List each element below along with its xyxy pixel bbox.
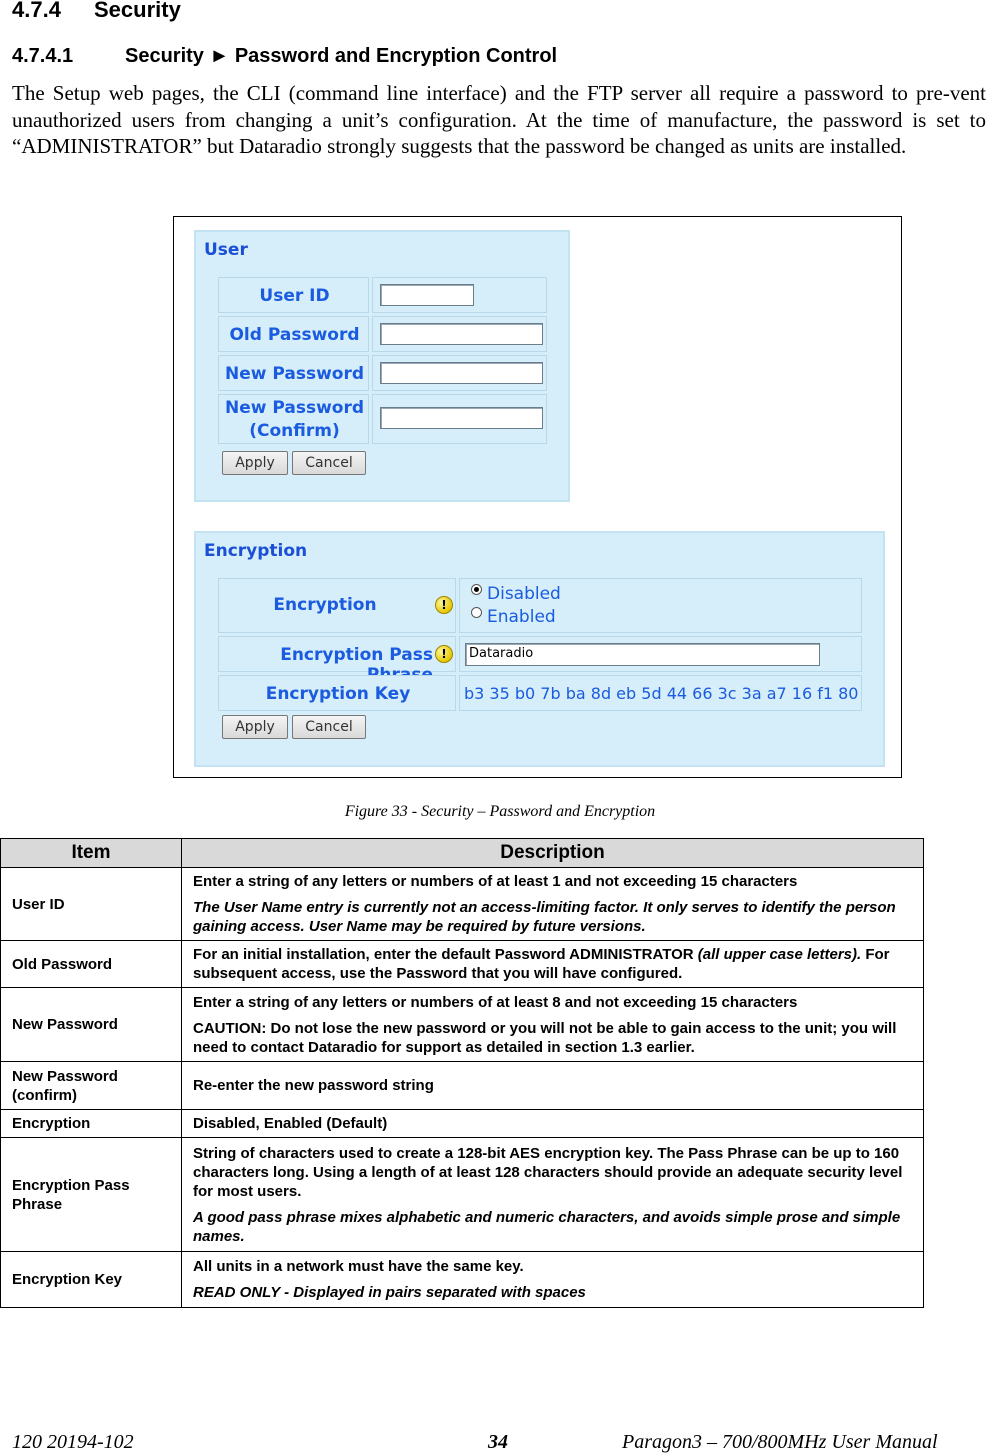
- row-description: [182, 868, 924, 941]
- row-description: [182, 1138, 924, 1252]
- user-panel-title: User: [204, 240, 248, 260]
- user-id-label-cell: [218, 277, 369, 313]
- description-text: String of characters used to create a 128-bit AES encryption key. The Pass Phrase can be up to 160 characters long. Using a length of at least 128 characters should provide an adequate security level for most users.: [193, 1144, 903, 1200]
- subsection-title: Security ► Password and Encryption Control: [125, 45, 558, 67]
- item-header: Item: [1, 839, 182, 868]
- description-note: READ ONLY - Displayed in pairs separated with spaces: [193, 1284, 586, 1301]
- description-part: For subsequent access, use the Password that you will have configured.: [193, 946, 890, 982]
- user-id-input-cell: [372, 277, 547, 313]
- row-description: Re-enter the new password string: [182, 1062, 924, 1110]
- table-row: [1, 1138, 924, 1252]
- confirm-password-label-cell: [218, 394, 369, 444]
- pass-phrase-label: Encryption Pass: [280, 645, 433, 665]
- encryption-label: Encryption: [273, 595, 377, 615]
- table-row: [1, 868, 924, 941]
- user-apply-button[interactable]: Apply: [222, 451, 288, 475]
- new-password-label-cell: [218, 355, 369, 391]
- row-description: [182, 988, 924, 1062]
- user-panel: [194, 230, 570, 502]
- description-text: Enter a string of any letters or numbers of at least 8 and not exceeding 15 characters: [193, 993, 798, 1011]
- description-note: The User Name entry is currently not an access-limiting factor. It only serves to identify the person gaining access. User Name may be required by future versions.: [193, 899, 896, 935]
- new-password-input[interactable]: [380, 362, 543, 384]
- intro-paragraph: The Setup web pages, the CLI (command line interface) and the FTP server all require a password to pre-vent unauthorized users from changing a unit’s configuration. At the time of manufacture, the password is set to “ADMINISTRATOR” but Dataradio strongly suggests that the password be changed as units are installed.: [12, 81, 986, 158]
- pass-phrase-input-cell: [459, 636, 862, 672]
- description-part: For an initial installation, enter the default Password ADMINISTRATOR: [193, 946, 698, 963]
- row-item-line2: (confirm): [12, 1086, 77, 1104]
- key-value-cell: [459, 675, 862, 711]
- row-item: [1, 1138, 182, 1252]
- description-text: [193, 945, 912, 983]
- old-password-input-cell: [372, 316, 547, 352]
- table-row: [1, 941, 924, 988]
- table-row: [1, 988, 924, 1062]
- row-description: Disabled, Enabled (Default): [182, 1110, 924, 1138]
- encryption-apply-button[interactable]: Apply: [222, 715, 288, 739]
- section-number: 4.7.4: [12, 0, 61, 22]
- description-note: A good pass phrase mixes alphabetic and numeric characters, and avoids simple prose and simple names.: [193, 1208, 901, 1245]
- old-password-label-cell: [218, 316, 369, 352]
- encryption-panel-title: Encryption: [204, 541, 308, 561]
- confirm-password-input[interactable]: [380, 407, 543, 429]
- key-label-cell: [218, 675, 456, 711]
- warning-icon: !: [435, 645, 453, 663]
- subsection-heading: [12, 45, 557, 68]
- radio-enabled-option[interactable]: [471, 607, 556, 627]
- row-item-line1: Encryption Pass: [12, 1176, 130, 1194]
- table-header-row: [1, 839, 924, 868]
- row-item-line2: Phrase: [12, 1195, 63, 1213]
- radio-disabled-option[interactable]: [471, 584, 561, 604]
- row-item: Encryption: [1, 1110, 182, 1138]
- user-cancel-button[interactable]: Cancel: [292, 451, 366, 475]
- radio-enabled[interactable]: [471, 607, 482, 618]
- row-item: User ID: [1, 868, 182, 941]
- subsection-number: 4.7.4.1: [12, 45, 74, 67]
- user-id-label: User ID: [259, 286, 330, 306]
- figure-caption: Figure 33 - Security – Password and Encryption: [344, 803, 656, 820]
- key-value: b3 35 b0 7b ba 8d eb 5d 44 66 3c 3a a7 16 f1 80: [464, 684, 859, 703]
- pass-phrase-label-cell: [218, 636, 456, 672]
- section-title: Security: [94, 0, 181, 22]
- confirm-password-label-line1: New Password: [224, 398, 365, 418]
- row-description: [182, 1252, 924, 1308]
- row-item: New Password: [1, 988, 182, 1062]
- security-figure: [173, 216, 902, 778]
- footer-doc-number: 120 20194-102: [12, 1431, 134, 1453]
- radio-enabled-label: Enabled: [487, 607, 556, 627]
- table-row: [1, 1252, 924, 1308]
- radio-disabled[interactable]: [471, 584, 482, 595]
- description-text: Enter a string of any letters or numbers of at least 1 and not exceeding 15 characters: [193, 873, 798, 890]
- encryption-radio-cell: [459, 578, 862, 633]
- description-header: Description: [182, 839, 924, 868]
- description-caution: CAUTION: Do not lose the new password or you will not be able to gain access to the unit; you will need to contact Dataradio for support as detailed in section 1.3 earlier.: [193, 1019, 897, 1056]
- row-item: Encryption Key: [1, 1252, 182, 1308]
- row-description: [182, 941, 924, 988]
- footer-manual-title: Paragon3 – 700/800MHz User Manual: [622, 1431, 938, 1453]
- row-item: [1, 1062, 182, 1110]
- confirm-password-label-line2: (Confirm): [249, 421, 340, 441]
- user-id-input[interactable]: [380, 284, 474, 306]
- warning-icon: !: [435, 596, 453, 614]
- encryption-label-cell: [218, 578, 456, 633]
- table-row: [1, 1110, 924, 1138]
- old-password-input[interactable]: [380, 323, 543, 345]
- footer-page-number: 34: [488, 1431, 508, 1453]
- section-heading: [12, 0, 181, 23]
- old-password-label: Old Password: [229, 325, 360, 345]
- description-text: All units in a network must have the same key.: [193, 1258, 524, 1275]
- key-label: Encryption Key: [265, 684, 411, 704]
- encryption-cancel-button[interactable]: Cancel: [292, 715, 366, 739]
- description-table: [0, 838, 924, 1308]
- confirm-password-input-cell: [372, 394, 547, 444]
- pass-phrase-input[interactable]: Dataradio: [465, 643, 820, 666]
- encryption-panel: [194, 531, 885, 767]
- new-password-label: New Password: [224, 364, 365, 384]
- row-item-line1: New Password: [12, 1067, 118, 1085]
- radio-disabled-label: Disabled: [487, 584, 561, 604]
- table-row: [1, 1062, 924, 1110]
- row-item: Old Password: [1, 941, 182, 988]
- description-part-italic: (all upper case letters).: [697, 946, 862, 963]
- new-password-input-cell: [372, 355, 547, 391]
